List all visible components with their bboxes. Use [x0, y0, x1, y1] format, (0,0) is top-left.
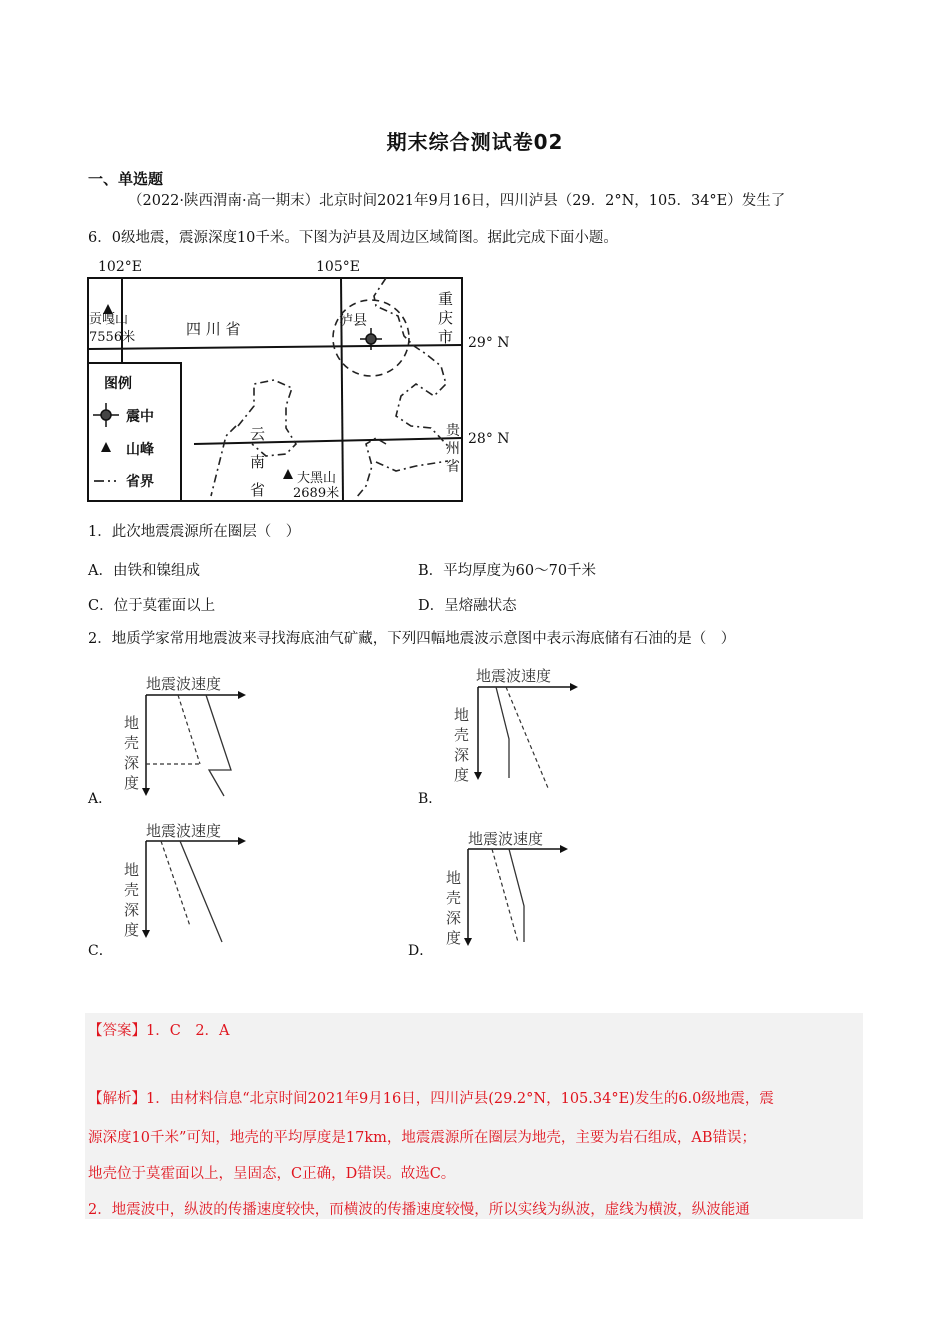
- wave-diagram-a: [140, 690, 260, 800]
- q2-option-b: B．: [418, 791, 443, 807]
- diagram-b-x-label: 地震波速度: [476, 667, 552, 685]
- peak-triangle-icon: [283, 469, 293, 479]
- lat-label-29: 29° N: [468, 335, 510, 351]
- legend-title: 图例: [104, 376, 132, 392]
- q1-option-a: A．由铁和镍组成: [88, 563, 200, 579]
- q2-option-a: A．: [88, 791, 113, 807]
- diagram-d-x-label: 地震波速度: [468, 830, 544, 848]
- answer-panel: [85, 1013, 863, 1219]
- region-yunnan: 云 南 省: [250, 425, 266, 499]
- diagram-b-y-label: 地 壳 深 度: [454, 706, 470, 784]
- q2-option-d: D．: [408, 943, 434, 959]
- question-1-stem: 1．此次地震震源所在圈层（ ）: [88, 524, 301, 540]
- wave-diagram-d: [462, 844, 582, 954]
- wave-diagram-b: [472, 682, 592, 792]
- q1-option-c: C．位于莫霍面以上: [88, 598, 216, 614]
- question-2-stem: 2．地质学家常用地震波来寻找海底油气矿藏，下列四幅地震波示意图中表示海底储有石油的是（ ）: [88, 631, 736, 647]
- region-luxian: 泸县: [339, 313, 367, 329]
- analysis-label: 【解析】: [88, 1091, 146, 1107]
- region-sichuan: 四 川 省: [186, 320, 241, 338]
- analysis-line-4: 2．地震波中，纵波的传播速度较快，而横波的传播速度较慢，所以实线为纵波，虚线为横波，纵波能通: [88, 1202, 750, 1218]
- region-map: [86, 276, 466, 504]
- section-heading: 一、单选题: [88, 170, 164, 188]
- region-guizhou: 贵 州 省: [446, 423, 460, 475]
- region-chongqing: 重 庆 市: [438, 290, 454, 346]
- page-title: 期末综合测试卷02: [386, 130, 564, 154]
- q1-option-d: D．呈熔融状态: [418, 598, 517, 614]
- peak-height-gongga: 7556米: [89, 330, 136, 345]
- diagram-c-x-label: 地震波速度: [146, 822, 222, 840]
- analysis-line-3: 地壳位于莫霍面以上，呈固态，C正确，D错误。故选C。: [88, 1166, 456, 1182]
- q2-option-c: C．: [88, 943, 113, 959]
- lon-label-102: 102°E: [98, 259, 142, 275]
- diagram-a-y-label: 地 壳 深 度: [124, 714, 140, 792]
- diagram-a-x-label: 地震波速度: [146, 675, 222, 693]
- legend-label-peak: 山峰: [126, 442, 154, 458]
- lat-label-28: 28° N: [468, 431, 510, 447]
- legend-label-border: 省界: [126, 474, 154, 490]
- analysis-line-1: 【解析】1．由材料信息“北京时间2021年9月16日，四川泸县(29.2°N，105.34°E)发生的6.0级地震，震: [88, 1091, 774, 1107]
- peak-height-daheishan: 2689米: [293, 486, 340, 501]
- peak-name-gongga: 贡嘎山: [89, 312, 129, 327]
- answer-line: [88, 1019, 230, 1040]
- answer-text: 1．C 2．A: [146, 1023, 230, 1039]
- peak-name-daheishan: 大黑山: [297, 471, 337, 486]
- diagram-c-y-label: 地 壳 深 度: [124, 861, 140, 939]
- diagram-d-y-label: 地 壳 深 度: [446, 869, 462, 947]
- intro-line-1: （2022·陕西渭南·高一期末）北京时间2021年9月16日，四川泸县（29．2°N，105．34°E）发生了: [128, 193, 786, 209]
- q1-option-b: B．平均厚度为60～70千米: [418, 563, 597, 579]
- lon-label-105: 105°E: [316, 259, 360, 275]
- answer-label: 【答案】: [88, 1023, 146, 1039]
- wave-diagram-c: [140, 836, 260, 946]
- analysis-line-2: 源深度10千米”可知，地壳的平均厚度是17km，地震震源所在圈层为地壳，主要为岩石组成，AB错误；: [88, 1130, 756, 1146]
- legend-label-epicenter: 震中: [126, 409, 154, 425]
- intro-line-2: 6．0级地震，震源深度10千米。下图为泸县及周边区域简图。据此完成下面小题。: [88, 230, 618, 246]
